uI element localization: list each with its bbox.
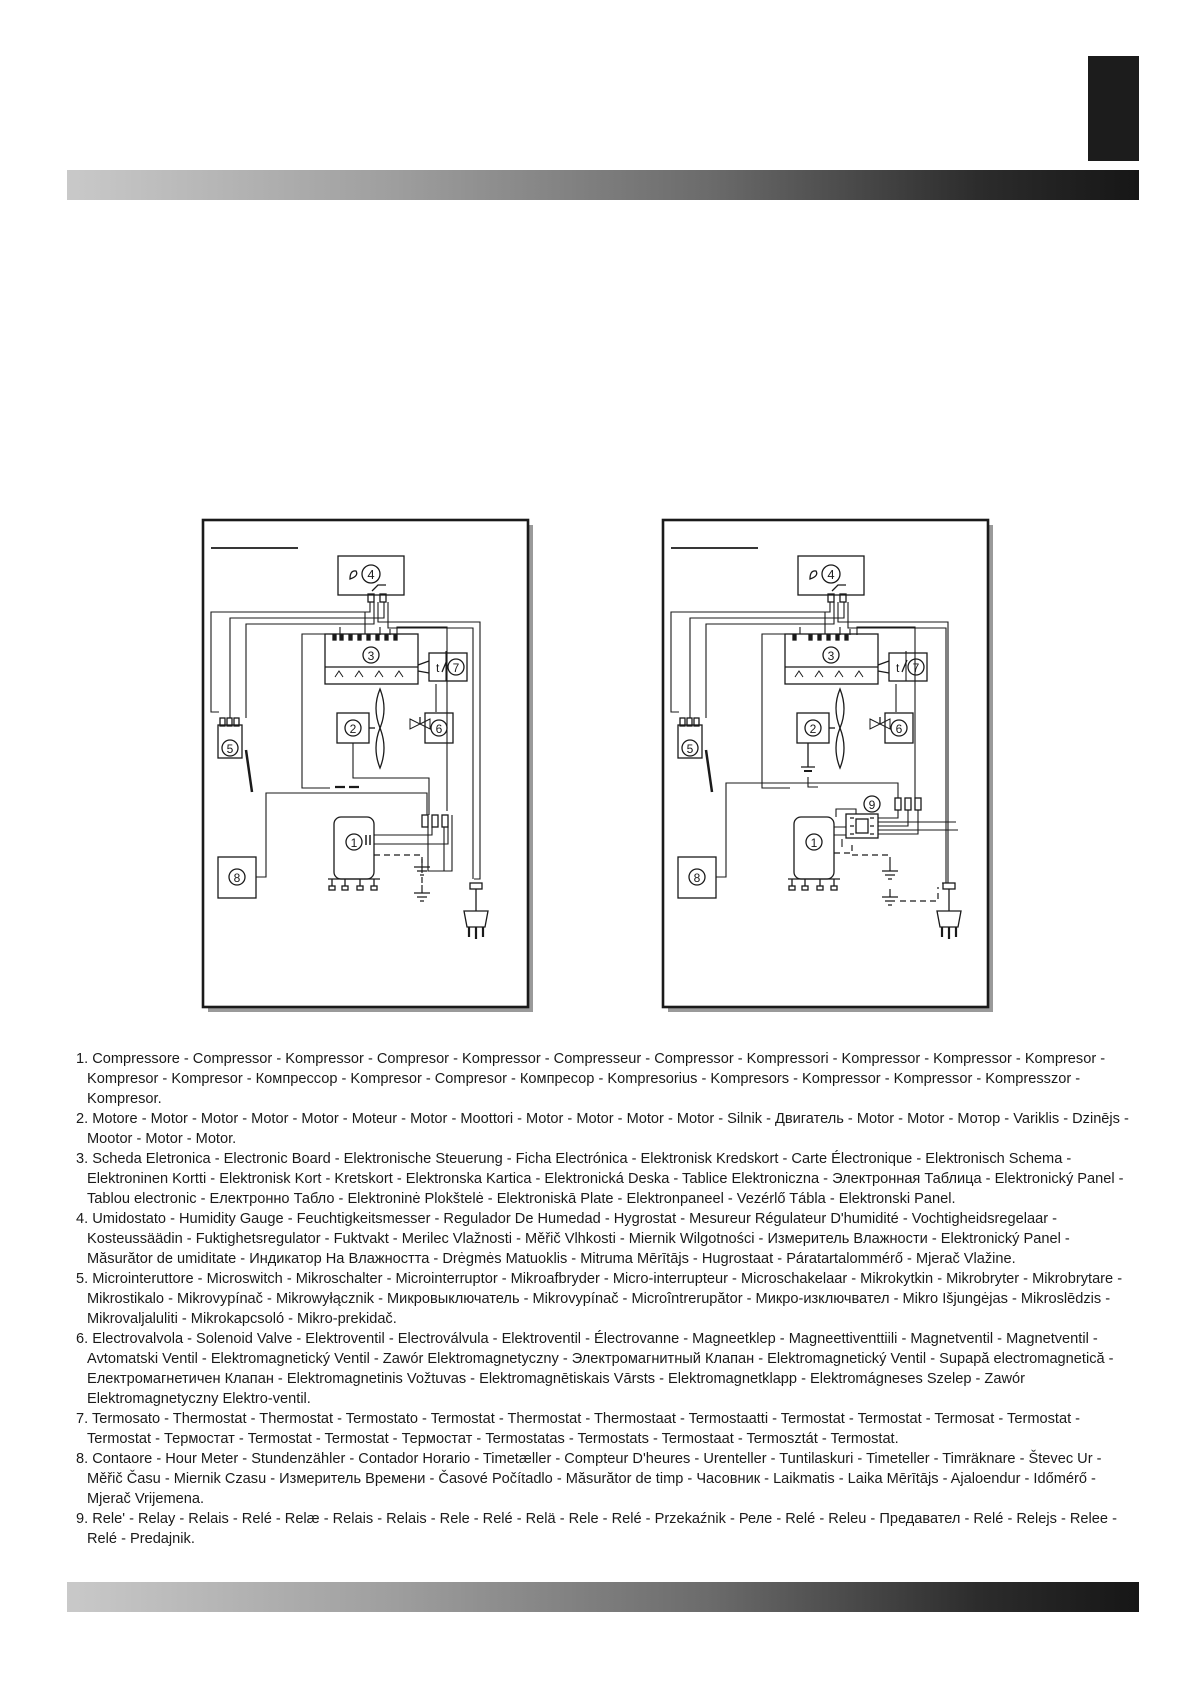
label-4: 4 xyxy=(827,567,835,582)
wiring-diagram-standard xyxy=(200,517,539,1015)
corner-tab xyxy=(1088,56,1139,161)
legend-item-electronic-board: 3. Scheda Eletronica - Electronic Board - Elektronische Steuerung - Ficha Electrónica - Elektronisk Kredskort - Carte Électronique - Elektronisch Schema - Elektroninen Kortti - Elektronisk Kort - Kretskort - Elektronska Kartica - Elektronická Deska - Tablice Elektroniczna - Электронная Таблица - Elektronický Panel - Tablou electronic - Електронно Табло - Elektroninė Plokštelė - Elektroniskā Plate - Elektronpaneel - Vezérlő Tábla - Elektronski Panel. xyxy=(76,1151,1124,1207)
label-6: 6 xyxy=(895,722,903,736)
svg-text:t: t xyxy=(436,661,440,675)
legend-item-microswitch: 5. Microinteruttore - Microswitch - Mikroschalter - Microinterruptor - Mikroafbryder - Micro-interrupteur - Microschakelaar - Mikrokytkin - Mikrobryter - Mikrobrytare - Mikrostikalo - Mikrovypínač - Mikrowyłącznik - Микровыключатель - Mikrovypínač - Microîntrerupător - Микро-изключвател - Mikro Išjungėjas - Mikroslēdzis - Mikrovaljaluliti - Mikrokapcsoló - Mikro-prekidač. xyxy=(76,1271,1123,1327)
svg-text:t: t xyxy=(896,661,900,675)
label-3: 3 xyxy=(827,649,835,663)
header-band xyxy=(67,170,1139,200)
legend-item-thermostat: 7. Termosato - Thermostat - Thermostat - Termostato - Termostat - Thermostat - Thermostaat - Termostaatti - Termostat - Termostat - Termosat - Termostat - Termostat - Термостат - Termostat - Termostat - Термостат - Termostatas - Termostats - Termostaat - Termosztát - Termostat. xyxy=(76,1411,1081,1447)
label-9: 9 xyxy=(868,798,876,812)
legend-item-hour-meter: 8. Contaore - Hour Meter - Stundenzähler - Contador Horario - Timetæller - Compteur D'heures - Urenteller - Tuntilaskuri - Timeteller - Timräknare - Števec Ur - Měřič Času - Miernik Czasu - Измеритель Времени - Časové Počítadlo - Măsurător de timp - Часовник - Laikmatis - Laika Mērītājs - Ajaloendur - Időmérő - Mjerač Vrijemena. xyxy=(76,1451,1102,1507)
footer-band xyxy=(67,1582,1139,1612)
legend-item-relay: 9. Rele' - Relay - Relais - Relé - Relæ - Relais - Relais - Rele - Relé - Relä - Rele - Relé - Przekaźnik - Реле - Relé - Releu - Предавател - Relé - Relejs - Relee - Relé - Predajnik. xyxy=(76,1511,1117,1547)
legend-item-humidity-gauge: 4. Umidostato - Humidity Gauge - Feuchtigkeitsmesser - Regulador De Humedad - Hygrostat - Mesureur Régulateur D'humidité - Vochtigheidsregelaar - Kosteussäädin - Fuktighetsregulator - Fuktvakt - Merilec Vlažnosti - Měřič Vlhkosti - Miernik Wilgotności - Измеритель Влажности - Elektronický Panel - Măsurător de umiditate - Индикатор На Влажността - Drėgmės Matuoklis - Mitruma Mērītājs - Hugrostaat - Páratartalommérő - Mjerač Vlažine. xyxy=(76,1211,1070,1267)
label-1: 1 xyxy=(350,836,358,850)
legend-item-compressor: 1. Compressore - Compressor - Kompressor - Compresor - Kompressor - Compresseur - Compressor - Kompressori - Kompressor - Kompressor - Kompresor - Kompresor - Kompresor - Компрессор - Kompresor - Compresor - Компресор - Kompresorius - Kompresors - Kompressor - Kompressor - Kompresszor - Kompresor. xyxy=(76,1051,1106,1107)
wiring-diagram-with-relay xyxy=(660,517,999,1015)
label-7: 7 xyxy=(912,661,920,675)
label-1: 1 xyxy=(810,836,818,850)
legend-item-motor: 2. Motore - Motor - Motor - Motor - Motor - Moteur - Motor - Moottori - Motor - Motor - Motor - Motor - Silnik - Двигатель - Motor - Motor - Мотор - Variklis - Dzinējs - Mootor - Motor - Motor. xyxy=(76,1111,1129,1147)
label-2: 2 xyxy=(809,722,817,736)
label-8: 8 xyxy=(693,871,701,885)
label-7: 7 xyxy=(452,661,460,675)
label-3: 3 xyxy=(367,649,375,663)
legend-item-solenoid-valve: 6. Electrovalvola - Solenoid Valve - Elektroventil - Electroválvula - Elektroventil - Électrovanne - Magneetklep - Magneettiventtiili - Magnetventil - Magnetventil - Avtomatski Ventil - Elektromagnetický Ventil - Zawór Elektromagnetyczny - Электромагнитный Клапан - Elektromagnetický Ventil - Supapă electromagnetică - Електромагнетичен Клапан - Elektromagnetinis Vožtuvas - Elektromagnētiskais Vārsts - Elektromagnetklapp - Elektromágneses Szelep - Zawór Elektromagnetyczny Elektro-ventil. xyxy=(76,1331,1114,1407)
label-6: 6 xyxy=(435,722,443,736)
label-5: 5 xyxy=(226,742,234,756)
label-5: 5 xyxy=(686,742,694,756)
label-4: 4 xyxy=(367,567,375,582)
component-legend xyxy=(76,1049,1136,1549)
label-2: 2 xyxy=(349,722,357,736)
label-8: 8 xyxy=(233,871,241,885)
